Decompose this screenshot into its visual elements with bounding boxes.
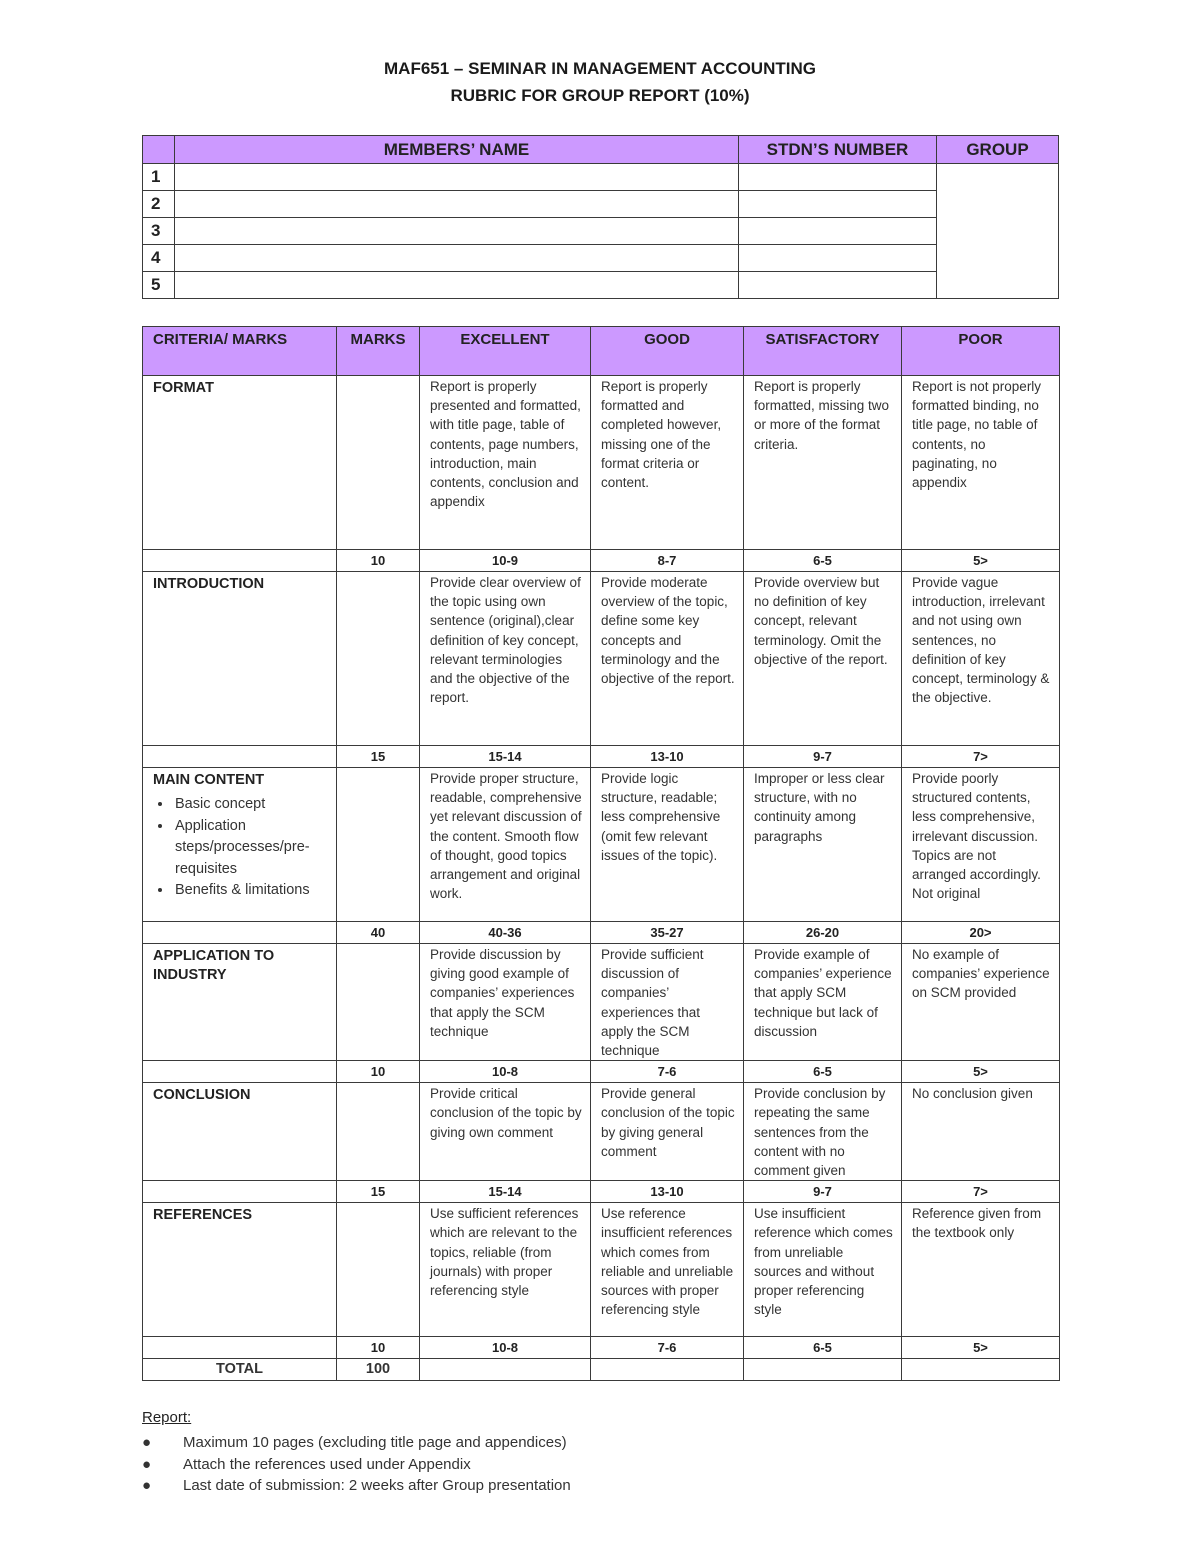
range-excellent: 40-36 xyxy=(420,922,591,944)
member-name-field[interactable] xyxy=(175,245,739,272)
member-name-field[interactable] xyxy=(175,218,739,245)
bullet-icon: ● xyxy=(142,1455,152,1473)
total-value: 100 xyxy=(337,1359,420,1381)
marks-spacer xyxy=(143,550,337,572)
member-row-number: 1 xyxy=(143,164,175,191)
marks-spacer xyxy=(143,746,337,768)
descriptor-satisfactory: Use insufficient reference which comes from unreliable sources and without proper referencing style xyxy=(744,1203,902,1337)
rubric-header-poor: POOR xyxy=(902,327,1060,376)
descriptor-good: Provide sufficient discussion of companies’ experiences that apply the SCM technique xyxy=(591,944,744,1061)
range-satisfactory: 9-7 xyxy=(744,1181,902,1203)
member-student-number-field[interactable] xyxy=(739,164,937,191)
list-item: • Basic concept xyxy=(173,794,326,816)
range-satisfactory: 9-7 xyxy=(744,746,902,768)
range-good: 35-27 xyxy=(591,922,744,944)
marks-value: 10 xyxy=(337,1337,420,1359)
total-excellent-field[interactable] xyxy=(420,1359,591,1381)
note-text: Maximum 10 pages (excluding title page and appendices) xyxy=(183,1434,567,1451)
members-table xyxy=(142,135,1059,299)
list-item: • Application steps/processes/pre-requisites xyxy=(173,816,326,881)
marks-value: 10 xyxy=(337,1061,420,1083)
note-text: Attach the references used under Appendix xyxy=(183,1455,471,1473)
range-excellent: 10-9 xyxy=(420,550,591,572)
marks-spacer xyxy=(143,922,337,944)
rubric-header-good: GOOD xyxy=(591,327,744,376)
descriptor-satisfactory: Provide conclusion by repeating the same sentences from the content with no comment given xyxy=(744,1083,902,1181)
members-header-index xyxy=(143,136,175,164)
descriptor-satisfactory: Improper or less clear structure, with no continuity among paragraphs xyxy=(744,768,902,922)
descriptor-satisfactory: Provide example of companies’ experience that apply SCM technique but lack of discussion xyxy=(744,944,902,1061)
marks-empty-cell xyxy=(337,1203,420,1337)
criteria-main-content xyxy=(143,768,337,922)
rubric-header-satisfactory: SATISFACTORY xyxy=(744,327,902,376)
descriptor-good: Use reference insufficient references which comes from reliable and unreliable sources with proper referencing style xyxy=(591,1203,744,1337)
notes-title: Report: xyxy=(142,1409,192,1426)
total-poor-field[interactable] xyxy=(902,1359,1060,1381)
member-row-number: 5 xyxy=(143,272,175,299)
descriptor-excellent: Provide critical conclusion of the topic by giving own comment xyxy=(420,1083,591,1181)
list-item xyxy=(142,1432,571,1454)
range-poor: 5> xyxy=(902,1061,1060,1083)
marks-spacer xyxy=(143,1181,337,1203)
member-row-number: 4 xyxy=(143,245,175,272)
marks-value: 15 xyxy=(337,1181,420,1203)
descriptor-poor: Reference given from the textbook only xyxy=(902,1203,1060,1337)
descriptor-excellent: Report is properly presented and formatted, with title page, table of contents, page numbers, introduction, main contents, conclusion and appendix xyxy=(420,376,591,550)
rubric-header-excellent: EXCELLENT xyxy=(420,327,591,376)
member-student-number-field[interactable] xyxy=(739,272,937,299)
criteria-format: FORMAT xyxy=(143,376,337,550)
total-label: TOTAL xyxy=(143,1359,337,1381)
range-poor: 5> xyxy=(902,550,1060,572)
range-satisfactory: 26-20 xyxy=(744,922,902,944)
members-header-group: GROUP xyxy=(937,136,1059,164)
list-item: • Benefits & limitations xyxy=(173,880,326,902)
marks-empty-cell xyxy=(337,376,420,550)
document-subtitle: RUBRIC FOR GROUP REPORT (10%) xyxy=(450,86,750,105)
marks-empty-cell xyxy=(337,572,420,746)
rubric-header-criteria: CRITERIA/ MARKS xyxy=(143,327,337,376)
marks-spacer xyxy=(143,1337,337,1359)
member-row-number: 2 xyxy=(143,191,175,218)
descriptor-good: Report is properly formatted and completed however, missing one of the format criteria or content. xyxy=(591,376,744,550)
main-content-sublist xyxy=(153,794,326,902)
descriptor-good: Provide general conclusion of the topic by giving general comment xyxy=(591,1083,744,1181)
descriptor-poor: No example of companies’ experience on SCM provided xyxy=(902,944,1060,1061)
range-poor: 7> xyxy=(902,746,1060,768)
member-student-number-field[interactable] xyxy=(739,191,937,218)
descriptor-poor: Provide vague introduction, irrelevant and not using own sentences, no definition of key concept, terminology & the objective. xyxy=(902,572,1060,746)
range-satisfactory: 6-5 xyxy=(744,1061,902,1083)
range-good: 13-10 xyxy=(591,1181,744,1203)
marks-value: 10 xyxy=(337,550,420,572)
descriptor-poor: Provide poorly structured contents, less comprehensive, irrelevant discussion. Topics are not arranged accordingly. Not original xyxy=(902,768,1060,922)
range-excellent: 15-14 xyxy=(420,1181,591,1203)
descriptor-excellent: Provide discussion by giving good example of companies’ experiences that apply the SCM technique xyxy=(420,944,591,1061)
criteria-introduction: INTRODUCTION xyxy=(143,572,337,746)
total-satisfactory-field[interactable] xyxy=(744,1359,902,1381)
range-good: 13-10 xyxy=(591,746,744,768)
criteria-main-content-label: MAIN CONTENT xyxy=(153,772,265,788)
member-student-number-field[interactable] xyxy=(739,245,937,272)
marks-empty-cell xyxy=(337,768,420,922)
range-excellent: 15-14 xyxy=(420,746,591,768)
descriptor-excellent: Use sufficient references which are relevant to the topics, reliable (from journals) with proper referencing style xyxy=(420,1203,591,1337)
descriptor-satisfactory: Provide overview but no definition of key concept, relevant terminology. Omit the objective of the report. xyxy=(744,572,902,746)
range-excellent: 10-8 xyxy=(420,1061,591,1083)
range-satisfactory: 6-5 xyxy=(744,1337,902,1359)
range-poor: 20> xyxy=(902,922,1060,944)
criteria-application-to-industry: APPLICATION TO INDUSTRY xyxy=(143,944,337,1061)
member-name-field[interactable] xyxy=(175,272,739,299)
descriptor-satisfactory: Report is properly formatted, missing two or more of the format criteria. xyxy=(744,376,902,550)
range-poor: 7> xyxy=(902,1181,1060,1203)
descriptor-good: Provide moderate overview of the topic, define some key concepts and terminology and the objective of the report. xyxy=(591,572,744,746)
marks-empty-cell xyxy=(337,944,420,1061)
descriptor-poor: Report is not properly formatted binding, no title page, no table of contents, no paginating, no appendix xyxy=(902,376,1060,550)
marks-spacer xyxy=(143,1061,337,1083)
descriptor-excellent: Provide proper structure, readable, comprehensive yet relevant discussion of the content. Smooth flow of thought, good topics arrangement and original work. xyxy=(420,768,591,922)
bullet-icon: ● xyxy=(142,1477,152,1494)
note-text: Last date of submission: 2 weeks after Group presentation xyxy=(183,1477,571,1494)
range-poor: 5> xyxy=(902,1337,1060,1359)
notes-list xyxy=(142,1432,571,1497)
document-title: MAF651 – SEMINAR IN MANAGEMENT ACCOUNTING xyxy=(384,59,816,78)
marks-empty-cell xyxy=(337,1083,420,1181)
criteria-conclusion: CONCLUSION xyxy=(143,1083,337,1181)
descriptor-excellent: Provide clear overview of the topic using own sentence (original),clear definition of key concept, relevant terminologies and the objective of the report. xyxy=(420,572,591,746)
group-field[interactable] xyxy=(937,164,1059,299)
descriptor-poor: No conclusion given xyxy=(902,1083,1060,1181)
range-good: 8-7 xyxy=(591,550,744,572)
members-header-name: MEMBERS’ NAME xyxy=(175,136,739,164)
criteria-references: REFERENCES xyxy=(143,1203,337,1337)
bullet-icon: ● xyxy=(142,1434,152,1451)
list-item xyxy=(142,1454,571,1476)
member-student-number-field[interactable] xyxy=(739,218,937,245)
range-good: 7-6 xyxy=(591,1337,744,1359)
marks-value: 40 xyxy=(337,922,420,944)
range-satisfactory: 6-5 xyxy=(744,550,902,572)
members-header-number: STDN’S NUMBER xyxy=(739,136,937,164)
range-excellent: 10-8 xyxy=(420,1337,591,1359)
member-row-number: 3 xyxy=(143,218,175,245)
list-item xyxy=(142,1475,571,1497)
member-name-field[interactable] xyxy=(175,191,739,218)
total-good-field[interactable] xyxy=(591,1359,744,1381)
member-name-field[interactable] xyxy=(175,164,739,191)
descriptor-good: Provide logic structure, readable; less comprehensive (omit few relevant issues of the topic). xyxy=(591,768,744,922)
rubric-table xyxy=(142,326,1060,1381)
marks-value: 15 xyxy=(337,746,420,768)
rubric-header-marks: MARKS xyxy=(337,327,420,376)
range-good: 7-6 xyxy=(591,1061,744,1083)
